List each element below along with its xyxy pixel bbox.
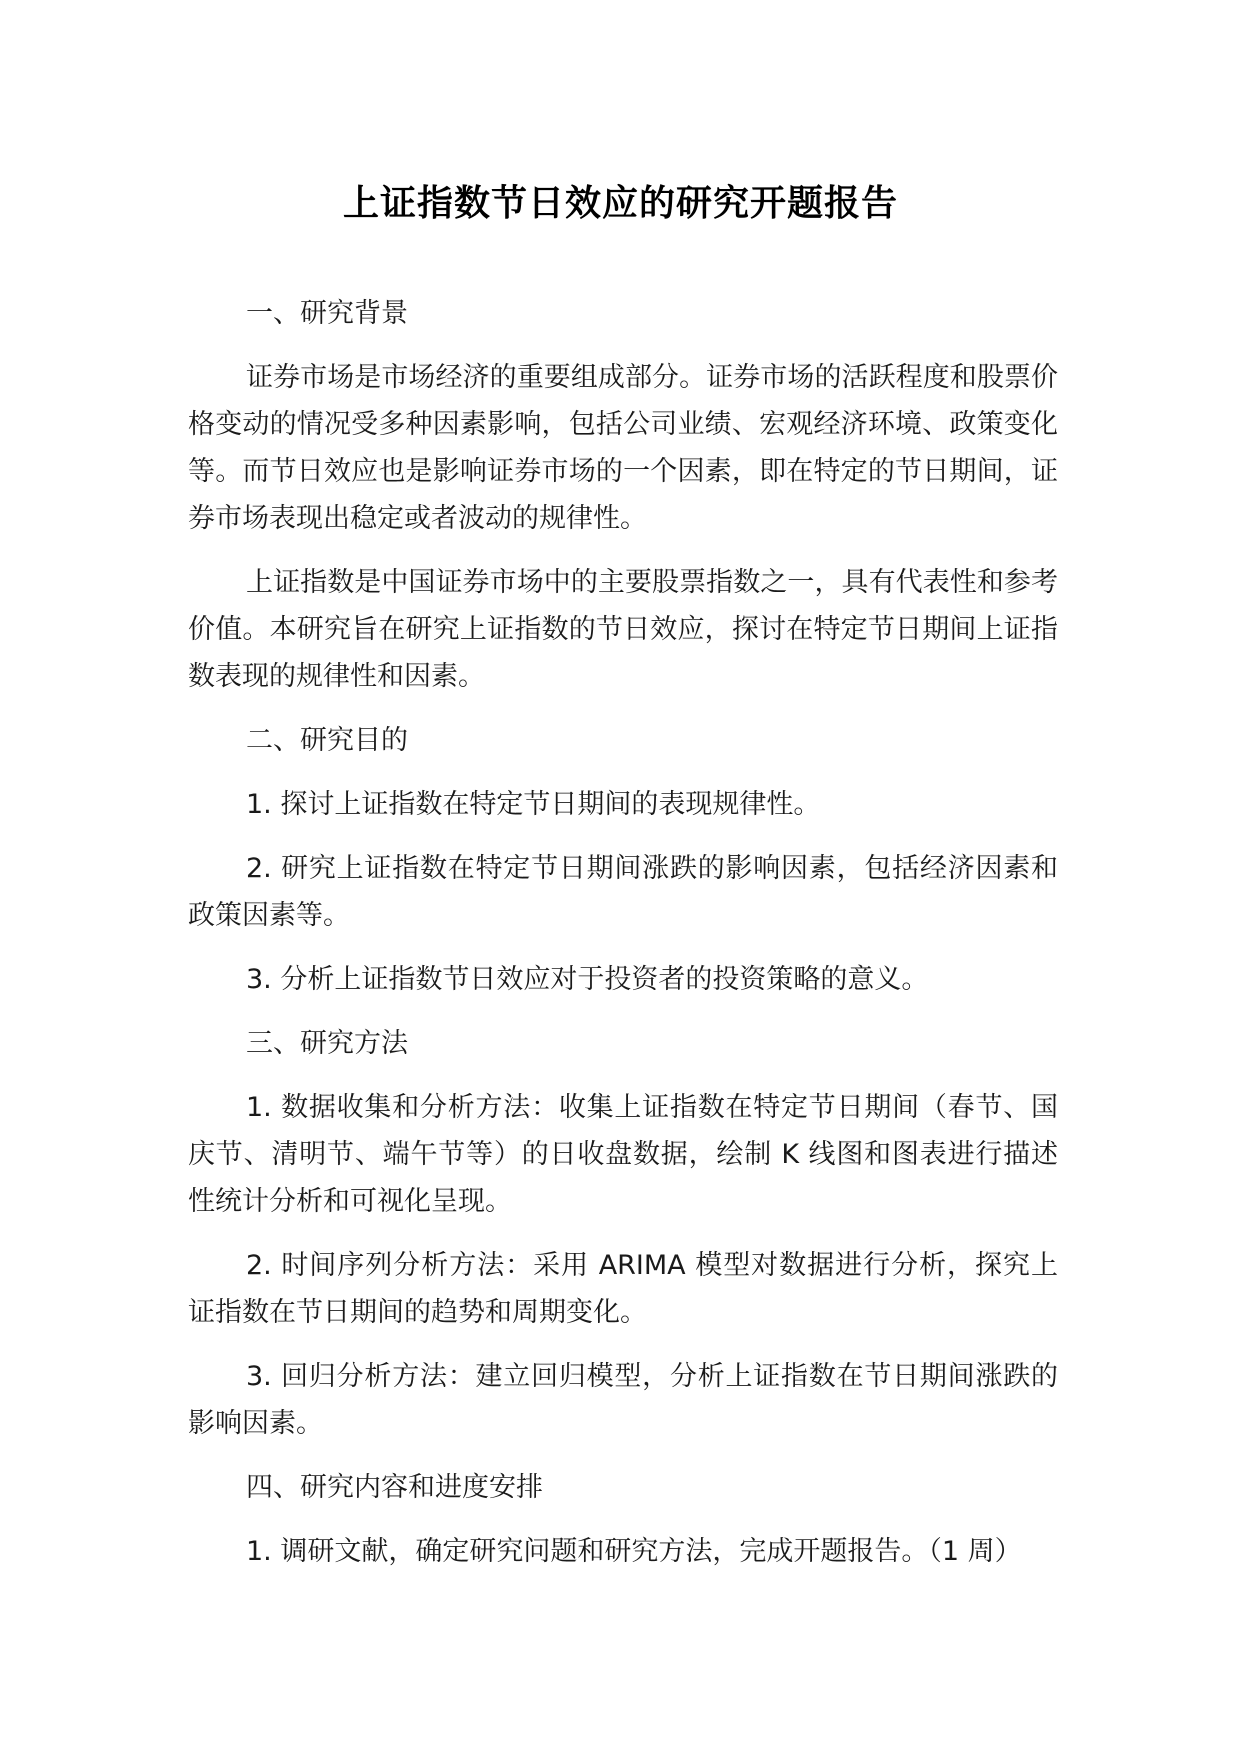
objective-item-2: 2. 研究上证指数在特定节日期间涨跌的影响因素，包括经济因素和政策因素等。 (188, 853, 1058, 931)
section-heading-background: 一、研究背景 (246, 298, 408, 329)
objective-item-3: 3. 分析上证指数节日效应对于投资者的投资策略的意义。 (246, 964, 929, 995)
method-item-1: 1. 数据收集和分析方法：收集上证指数在特定节日期间（春节、国庆节、清明节、端午节等）的日收盘数据，绘制 K 线图和图表进行描述性统计分析和可视化呈现。 (188, 1092, 1058, 1217)
schedule-item-1: 1. 调研文献，确定研究问题和研究方法，完成开题报告。（1 周） (246, 1536, 1022, 1567)
section-heading-objectives: 二、研究目的 (246, 725, 408, 756)
section-heading-methods: 三、研究方法 (246, 1028, 408, 1059)
document-title: 上证指数节日效应的研究开题报告 (342, 183, 898, 224)
method-item-2: 2. 时间序列分析方法：采用 ARIMA 模型对数据进行分析，探究上证指数在节日期间的趋势和周期变化。 (188, 1250, 1058, 1328)
objective-item-1: 1. 探讨上证指数在特定节日期间的表现规律性。 (246, 789, 821, 820)
method-item-3: 3. 回归分析方法：建立回归模型，分析上证指数在节日期间涨跌的影响因素。 (188, 1361, 1058, 1439)
document-body (188, 290, 1058, 1592)
paragraph-background-1: 证券市场是市场经济的重要组成部分。证券市场的活跃程度和股票价格变动的情况受多种因素影响，包括公司业绩、宏观经济环境、政策变化等。而节日效应也是影响证券市场的一个因素，即在特定的节日期间，证券市场表现出稳定或者波动的规律性。 (188, 362, 1058, 534)
paragraph-background-2: 上证指数是中国证券市场中的主要股票指数之一，具有代表性和参考价值。本研究旨在研究上证指数的节日效应，探讨在特定节日期间上证指数表现的规律性和因素。 (188, 567, 1058, 692)
section-heading-schedule: 四、研究内容和进度安排 (246, 1472, 543, 1503)
